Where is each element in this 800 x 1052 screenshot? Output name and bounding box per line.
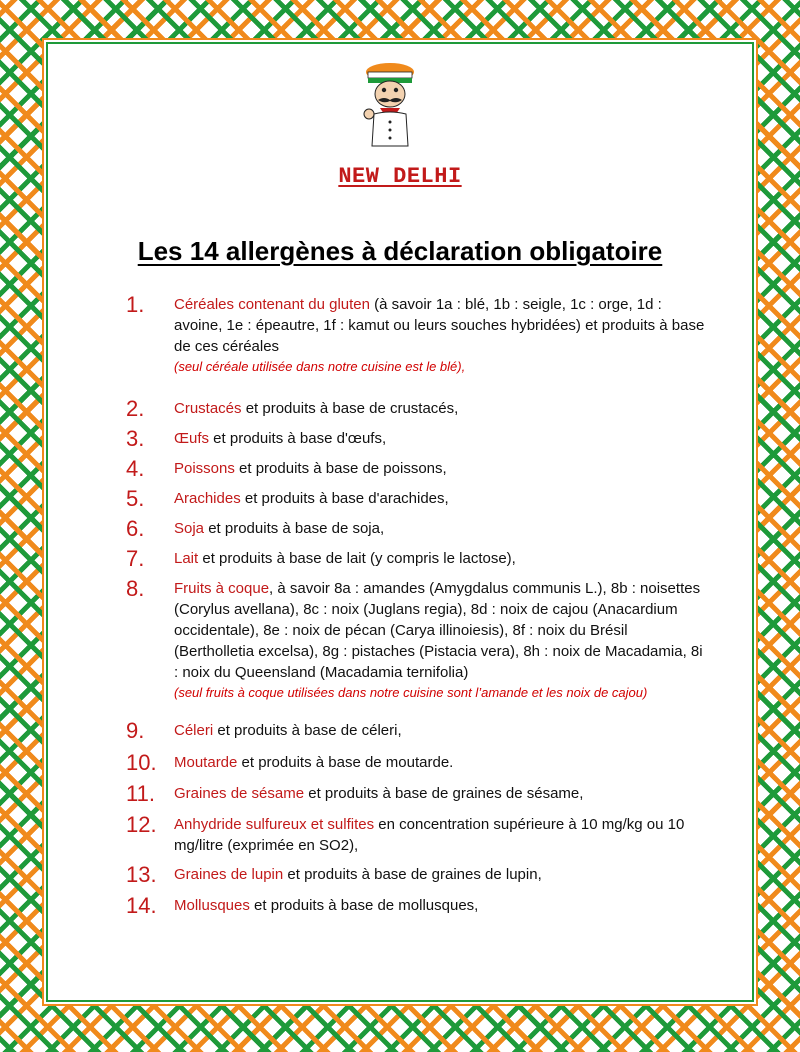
item-number: 13. [126,862,157,887]
allergen-name: Céleri [174,722,214,739]
allergen-text: et produits à base de crustacés, [241,400,459,417]
list-item [126,578,706,702]
allergen-text: et produits à base d'arachides, [240,490,449,507]
allergen-name: Crustacés [174,400,242,417]
list-item [126,294,706,376]
item-number: 2. [126,396,145,421]
allergen-note: (seul fruits à coque utilisées dans notre cuisine sont l’amande et les noix de cajou) [174,685,648,700]
allergen-text: et produits à base de céleri, [213,722,402,739]
allergen-name: Graines de lupin [174,866,284,883]
item-number: 8. [126,576,145,601]
list-item [126,548,706,569]
allergen-text: et produits à base de graines de sésame, [304,785,584,802]
restaurant-name: NEW DELHI [338,164,462,189]
item-number: 10. [126,750,157,775]
allergen-text: et produits à base de graines de lupin, [283,866,542,883]
allergen-text: et produits à base de mollusques, [249,897,479,914]
item-number: 4. [126,456,145,481]
allergen-note: (seul céréale utilisée dans notre cuisine est le blé), [174,359,466,374]
item-number: 5. [126,486,145,511]
item-number: 7. [126,546,145,571]
page-title: Les 14 allergènes à déclaration obligatoire [137,236,663,266]
allergen-name: Soja [174,520,205,537]
item-number: 6. [126,516,145,541]
allergen-name: Arachides [174,490,241,507]
list-item [126,895,706,916]
item-number: 11. [126,781,155,806]
allergen-name: Fruits à coque [174,580,270,597]
list-item [126,814,706,856]
allergen-name: Mollusques [174,897,250,914]
allergen-name: Moutarde [174,754,238,771]
allergen-name: Céréales contenant du gluten [174,296,370,313]
list-item [126,783,706,804]
allergen-text: et produits à base de poissons, [234,460,447,477]
allergen-name: Graines de sésame [174,785,305,802]
allergen-text: et produits à base de lait (y compris le lactose), [198,550,516,567]
list-item [126,398,706,419]
item-number: 14. [126,893,157,918]
list-item [126,518,706,539]
list-item [126,458,706,479]
chef-mascot-icon [360,58,420,154]
allergen-text: en concentration supérieure à 10 mg/kg ou 10 mg/litre (exprimée en SO2), [174,816,685,854]
item-number: 1. [126,292,145,317]
allergen-name: Anhydride sulfureux et sulfites [174,816,375,833]
list-item [126,488,706,509]
list-item [126,428,706,449]
allergen-text: , à savoir 8a : amandes (Amygdalus communis L.), 8b : noisettes (Corylus avellana), 8c : noix (Juglans regia), 8d : noix de cajou (Anacardium occidentale), 8e : noix de pécan (Carya illinoiesis), 8f : noix du Brésil (Bertholletia excelsa), 8g : pistaches (Pistacia vera), 8h : noix de Macadamia, 8i : noix du Queensland (Macadamia ternifolia) [174,580,703,681]
list-item [126,720,706,741]
allergen-name: Poissons [174,460,235,477]
allergen-name: Lait [174,550,199,567]
allergen-text: et produits à base d'œufs, [209,430,387,447]
item-number: 12. [126,812,157,837]
list-item [126,864,706,885]
item-number: 3. [126,426,145,451]
allergen-text: et produits à base de moutarde. [237,754,454,771]
allergen-name: Œufs [174,430,210,447]
allergen-text: (à savoir 1a : blé, 1b : seigle, 1c : orge, 1d : avoine, 1e : épeautre, 1f : kamut ou leurs souches hybridées) et produits à base de ces céréales [174,296,705,355]
item-number: 9. [126,718,145,743]
list-item [126,752,706,773]
allergen-text: et produits à base de soja, [204,520,385,537]
